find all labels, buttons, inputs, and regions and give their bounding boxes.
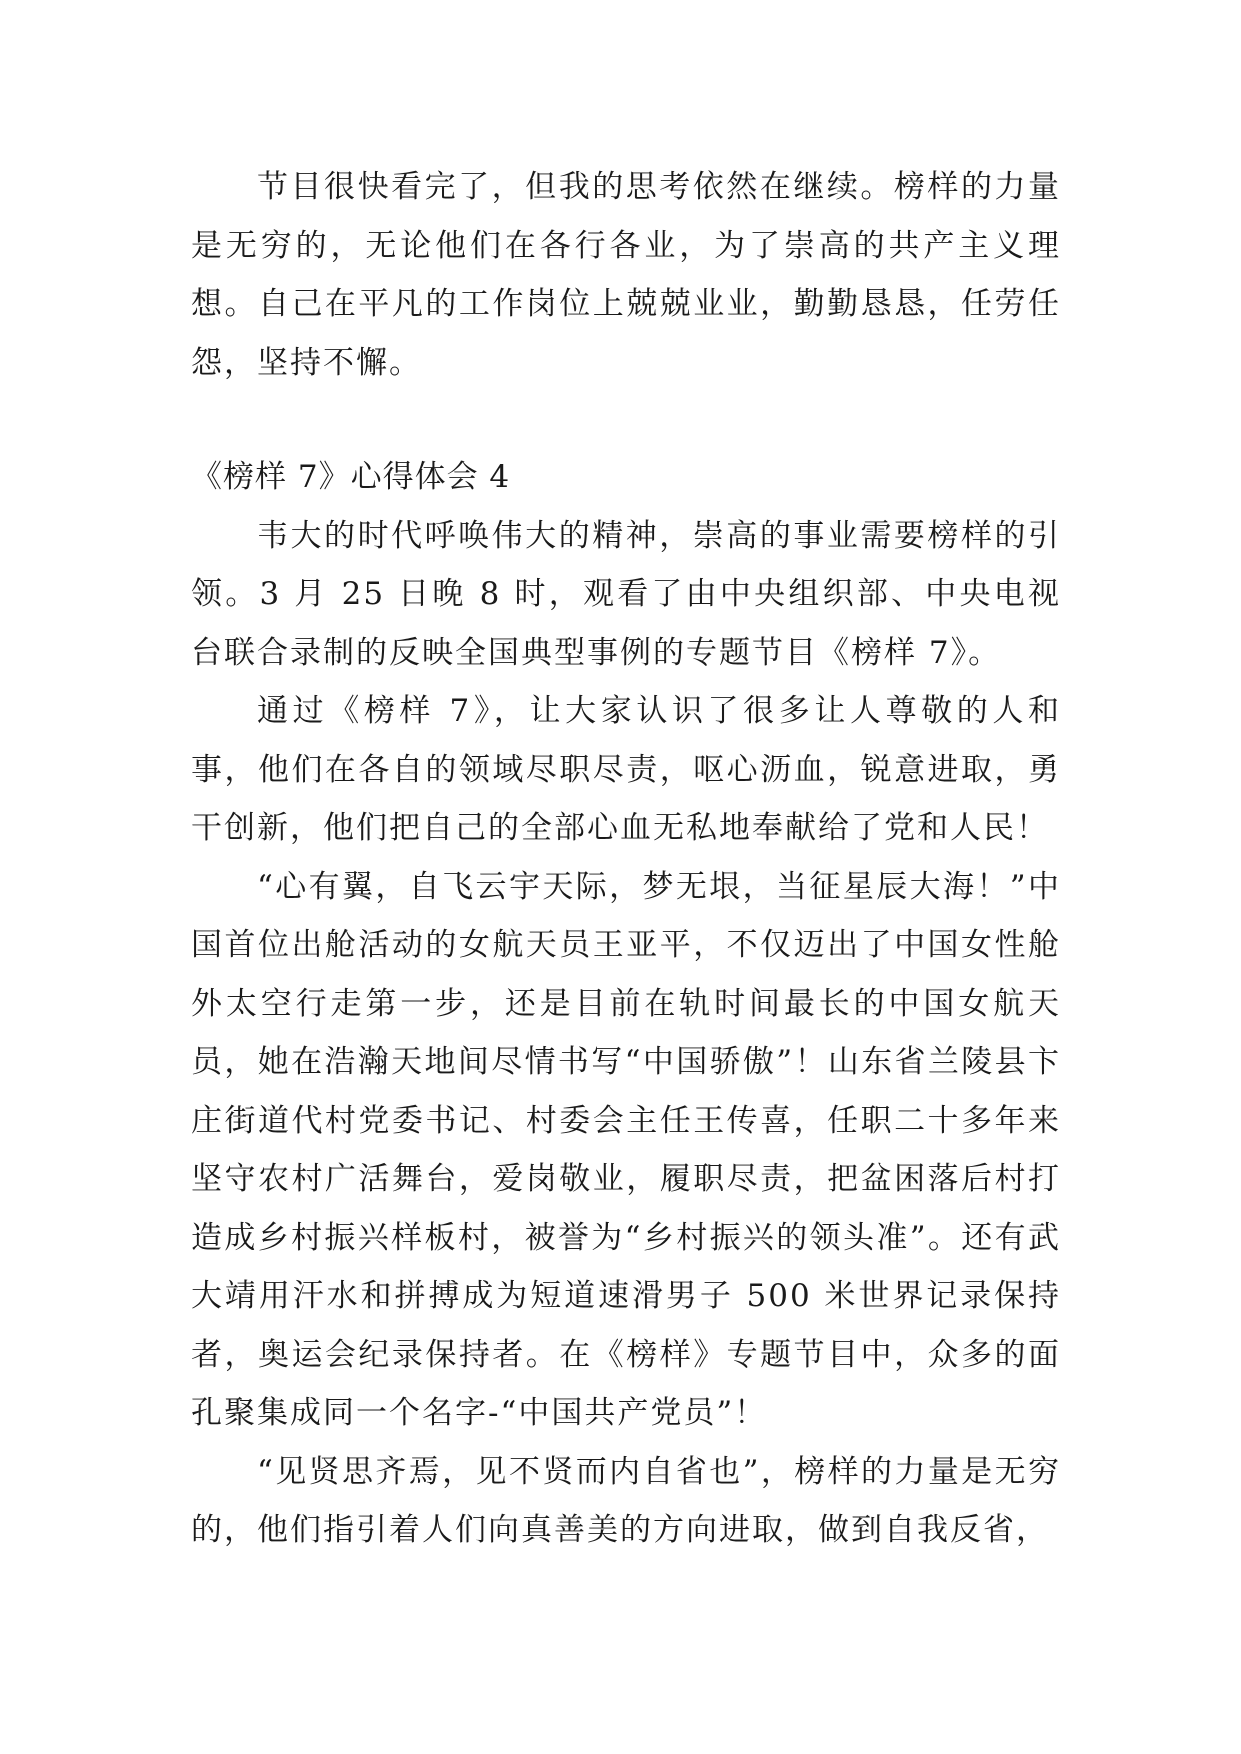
document-body (191, 158, 1061, 1560)
section-spacer (191, 392, 1061, 448)
body-paragraph: “心有翼，自飞云宇天际，梦无垠，当征星辰大海！”中国首位出舱活动的女航天员王亚平，不仅迈出了中国女性舱外太空行走第一步，还是目前在轨时间最长的中国女航天员，她在浩瀚天地间尽情书写“中国骄傲”！山东省兰陵县卞庄街道代村党委书记、村委会主任王传喜，任职二十多年来坚守农村广活舞台，爱岗敬业，履职尽责，把盆困落后村打造成乡村振兴样板村，被誉为“乡村振兴的领头准”。还有武大靖用汗水和拼搏成为短道速滑男子 500 米世界记录保持者，奥运会纪录保持者。在《榜样》专题节目中，众多的面孔聚集成同一个名字-“中国共产党员”！ (191, 868, 1061, 1431)
intro-paragraph: 节目很快看完了，但我的思考依然在继续。榜样的力量是无穷的，无论他们在各行各业，为了崇高的共产主义理想。自己在平凡的工作岗位上兢兢业业，勤勤恳恳，任劳任怨，坚持不懈。 (191, 169, 1061, 381)
section-title: 《榜样 7》心得体会 4 (191, 459, 511, 495)
body-paragraph: 韦大的时代呼唤伟大的精神，崇高的事业需要榜样的引领。3 月 25 日晚 8 时，观看了由中央组织部、中央电视台联合录制的反映全国典型事例的专题节目《榜样 7》。 (191, 517, 1061, 671)
body-paragraph: “见贤思齐焉，见不贤而内自省也”，榜样的力量是无穷的，他们指引着人们向真善美的方向进取，做到自我反省， (191, 1453, 1061, 1548)
body-paragraph: 通过《榜样 7》，让大家认识了很多让人尊敬的人和事，他们在各自的领域尽职尽责，呕心沥血，锐意进取，勇干创新，他们把自己的全部心血无私地奉献给了党和人民！ (191, 693, 1061, 846)
